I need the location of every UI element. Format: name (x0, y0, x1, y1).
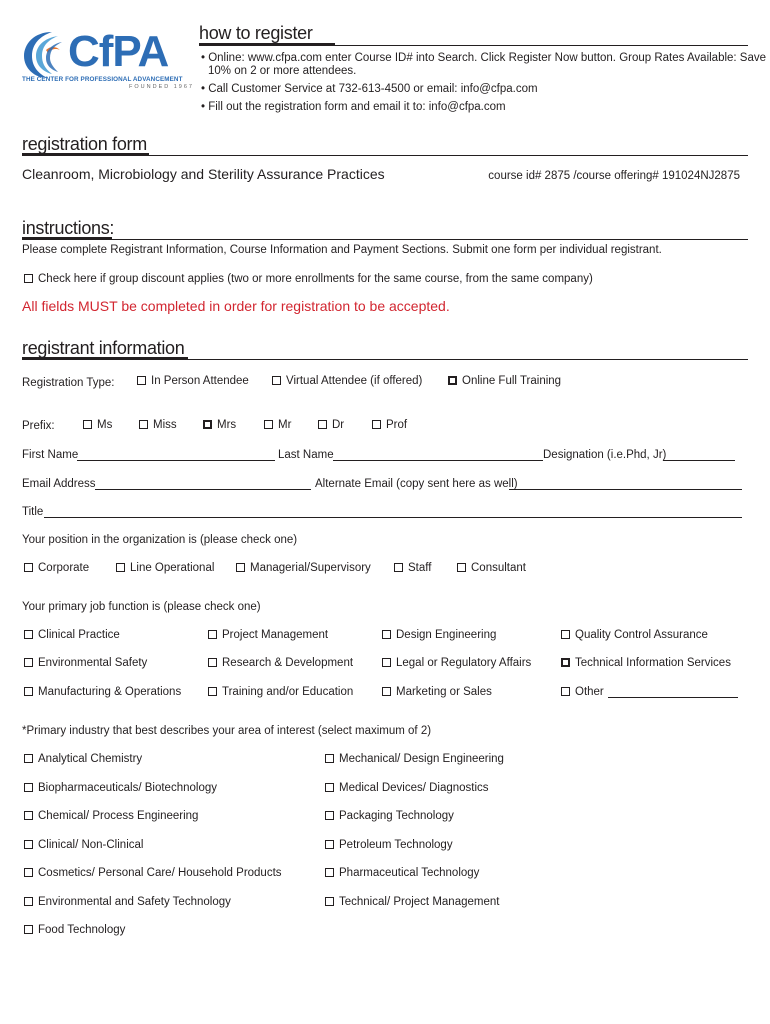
checkbox-box[interactable] (325, 868, 334, 877)
job-option-label: Other (575, 686, 604, 698)
logo-founded: FOUNDED 1967 (129, 84, 194, 90)
prefix-option-label: Ms (97, 419, 113, 431)
industry-option-label: Environmental and Safety Technology (38, 896, 231, 908)
checkbox-box[interactable] (24, 630, 33, 639)
checkbox-box[interactable] (561, 658, 570, 667)
industry-option-label: Medical Devices/ Diagnostics (339, 782, 489, 794)
checkbox-box[interactable] (325, 897, 334, 906)
checkbox-box[interactable] (24, 840, 33, 849)
position-question: Your position in the organization is (please check one) (22, 534, 298, 546)
prefix-mrs[interactable] (203, 418, 236, 432)
job-option-label: Technical Information Services (575, 657, 731, 669)
first-name-label: First Name (22, 449, 79, 461)
checkbox-box[interactable] (137, 376, 146, 385)
job-other-field[interactable] (608, 697, 738, 698)
group-discount-label: Check here if group discount applies (two or more enrollments for the same course, from the same company) (38, 273, 593, 285)
prefix-ms[interactable] (83, 418, 112, 432)
register-bullet-online-cont: 10% on 2 or more attendees. (208, 65, 357, 77)
checkbox-box[interactable] (24, 897, 33, 906)
industry-technical-project[interactable] (325, 895, 499, 909)
prefix-option-label: Mrs (217, 419, 237, 431)
prefix-miss[interactable] (139, 418, 177, 432)
title-field[interactable] (44, 517, 742, 518)
first-name-field[interactable] (77, 460, 275, 461)
checkbox-box[interactable] (318, 420, 327, 429)
designation-label: Designation (i.e.Phd, Jr) (543, 449, 667, 461)
checkbox-box[interactable] (264, 420, 273, 429)
prefix-dr[interactable] (318, 418, 344, 432)
industry-option-label: Cosmetics/ Personal Care/ Household Products (38, 867, 282, 879)
course-ids: course id# 2875 /course offering# 191024NJ2875 (488, 170, 740, 182)
registrant-rule-thick (22, 357, 188, 359)
job-function-question: Your primary job function is (please check one) (22, 601, 261, 613)
required-fields-warning: All fields MUST be completed in order for registration to be accepted. (22, 298, 450, 314)
position-option-label: Managerial/Supervisory (250, 562, 371, 574)
industry-option-label: Food Technology (38, 924, 126, 936)
registration-form-rule-thick (22, 153, 149, 155)
register-bullet-online: • Online: www.cfpa.com enter Course ID# into Search. Click Register Now button. Group Rates Available: Save (201, 52, 767, 64)
checkbox-box[interactable] (448, 376, 457, 385)
checkbox-box[interactable] (24, 754, 33, 763)
email-label: Email Address (22, 478, 96, 490)
industry-option-label: Pharmaceutical Technology (339, 867, 480, 879)
position-option-label: Line Operational (130, 562, 215, 574)
job-option-label: Training and/or Education (222, 686, 354, 698)
reg-type-label: Virtual Attendee (if offered) (286, 375, 423, 387)
industry-option-label: Mechanical/ Design Engineering (339, 753, 504, 765)
registrant-rule (22, 359, 748, 360)
industry-option-label: Clinical/ Non-Clinical (38, 839, 144, 851)
job-training[interactable] (208, 685, 353, 699)
job-option-label: Quality Control Assurance (575, 629, 708, 641)
cfpa-logo (22, 26, 194, 96)
group-discount-checkbox[interactable] (24, 272, 593, 286)
checkbox-box[interactable] (208, 630, 217, 639)
checkbox-box[interactable] (139, 420, 148, 429)
checkbox-box[interactable] (325, 783, 334, 792)
logo-wordmark: CfPA (68, 27, 169, 76)
register-bullet-phone: • Call Customer Service at 732-613-4500 or email: info@cfpa.com (201, 83, 538, 95)
alt-email-field[interactable] (509, 489, 742, 490)
checkbox-box[interactable] (382, 658, 391, 667)
job-legal-regulatory[interactable] (382, 656, 531, 670)
job-clinical-practice[interactable] (24, 628, 120, 642)
job-quality-control[interactable] (561, 628, 708, 642)
job-option-label: Research & Development (222, 657, 354, 669)
how-to-register-rule (199, 45, 748, 46)
last-name-field[interactable] (333, 460, 543, 461)
checkbox-box[interactable] (24, 687, 33, 696)
job-option-label: Environmental Safety (38, 657, 148, 669)
position-line-operational[interactable] (116, 561, 214, 575)
checkbox-box[interactable] (24, 811, 33, 820)
checkbox-box[interactable] (272, 376, 281, 385)
how-to-register-rule-thick (199, 43, 335, 45)
checkbox-box[interactable] (24, 563, 33, 572)
alt-email-label: Alternate Email (copy sent here as well) (315, 478, 518, 490)
checkbox-box[interactable] (382, 630, 391, 639)
industry-option-label: Petroleum Technology (339, 839, 453, 851)
job-option-label: Marketing or Sales (396, 686, 492, 698)
email-field[interactable] (95, 489, 311, 490)
checkbox-box[interactable] (325, 840, 334, 849)
job-marketing[interactable] (382, 685, 492, 699)
reg-type-label: Online Full Training (462, 375, 562, 387)
title-label: Title (22, 506, 44, 518)
industry-packaging[interactable] (325, 809, 454, 823)
industry-food[interactable] (24, 923, 125, 937)
checkbox-box[interactable] (394, 563, 403, 572)
logo-swoosh-icon (22, 28, 70, 80)
industry-option-label: Biopharmaceuticals/ Biotechnology (38, 782, 217, 794)
registration-form-rule (22, 155, 748, 156)
reg-type-in-person[interactable] (137, 374, 249, 388)
job-research-development[interactable] (208, 656, 353, 670)
designation-field[interactable] (663, 460, 735, 461)
checkbox-box[interactable] (208, 687, 217, 696)
reg-type-label: In Person Attendee (151, 375, 249, 387)
job-project-management[interactable] (208, 628, 328, 642)
reg-type-online[interactable] (448, 374, 561, 388)
industry-option-label: Analytical Chemistry (38, 753, 143, 765)
checkbox-box[interactable] (24, 783, 33, 792)
checkbox-box[interactable] (561, 630, 570, 639)
position-managerial[interactable] (236, 561, 371, 575)
checkbox-box[interactable] (203, 420, 212, 429)
job-environmental-safety[interactable] (24, 656, 147, 670)
prefix-label: Prefix: (22, 420, 55, 432)
course-name: Cleanroom, Microbiology and Sterility Assurance Practices (22, 166, 385, 182)
checkbox-box[interactable] (24, 274, 33, 283)
checkbox-box[interactable] (325, 811, 334, 820)
job-technical-information[interactable] (561, 656, 731, 670)
logo-tagline: THE CENTER FOR PROFESSIONAL ADVANCEMENT (22, 76, 183, 83)
industry-option-label: Packaging Technology (339, 810, 454, 822)
how-to-register-title: how to register (199, 23, 313, 43)
prefix-option-label: Miss (153, 419, 177, 431)
prefix-mr[interactable] (264, 418, 291, 432)
industry-option-label: Chemical/ Process Engineering (38, 810, 199, 822)
job-other[interactable] (561, 685, 604, 699)
checkbox-box[interactable] (236, 563, 245, 572)
instructions-title: instructions: (22, 218, 115, 238)
prefix-option-label: Mr (278, 419, 292, 431)
checkbox-box[interactable] (116, 563, 125, 572)
checkbox-box[interactable] (561, 687, 570, 696)
checkbox-box[interactable] (457, 563, 466, 572)
register-bullet-email: • Fill out the registration form and email it to: info@cfpa.com (201, 101, 506, 113)
position-corporate[interactable] (24, 561, 89, 575)
job-option-label: Legal or Regulatory Affairs (396, 657, 532, 669)
industry-environmental[interactable] (24, 895, 231, 909)
checkbox-box[interactable] (24, 925, 33, 934)
prefix-prof[interactable] (372, 418, 407, 432)
registration-form-title: registration form (22, 134, 147, 154)
position-staff[interactable] (394, 561, 431, 575)
job-manufacturing[interactable] (24, 685, 181, 699)
position-option-label: Staff (408, 562, 432, 574)
industry-biopharma[interactable] (24, 781, 217, 795)
industry-cosmetics[interactable] (24, 866, 282, 880)
position-option-label: Consultant (471, 562, 526, 574)
industry-medical-devices[interactable] (325, 781, 489, 795)
prefix-option-label: Dr (332, 419, 345, 431)
position-consultant[interactable] (457, 561, 526, 575)
instructions-rule-thick (22, 237, 112, 239)
last-name-label: Last Name (278, 449, 334, 461)
checkbox-box[interactable] (83, 420, 92, 429)
job-option-label: Project Management (222, 629, 329, 641)
job-design-engineering[interactable] (382, 628, 496, 642)
instructions-rule (22, 239, 748, 240)
job-option-label: Clinical Practice (38, 629, 120, 641)
prefix-option-label: Prof (386, 419, 408, 431)
job-option-label: Design Engineering (396, 629, 497, 641)
checkbox-box[interactable] (372, 420, 381, 429)
industry-clinical[interactable] (24, 838, 143, 852)
industry-petroleum[interactable] (325, 838, 453, 852)
job-option-label: Manufacturing & Operations (38, 686, 182, 698)
checkbox-box[interactable] (325, 754, 334, 763)
checkbox-box[interactable] (382, 687, 391, 696)
industry-analytical-chemistry[interactable] (24, 752, 142, 766)
checkbox-box[interactable] (24, 868, 33, 877)
industry-mechanical[interactable] (325, 752, 504, 766)
industry-option-label: Technical/ Project Management (339, 896, 500, 908)
checkbox-box[interactable] (208, 658, 217, 667)
instructions-text: Please complete Registrant Information, Course Information and Payment Sections. Submit one form per individual registrant. (22, 244, 662, 256)
industry-question: *Primary industry that best describes your area of interest (select maximum of 2) (22, 725, 432, 737)
industry-chemical[interactable] (24, 809, 198, 823)
industry-pharmaceutical[interactable] (325, 866, 479, 880)
position-option-label: Corporate (38, 562, 90, 574)
checkbox-box[interactable] (24, 658, 33, 667)
registrant-title: registrant information (22, 338, 185, 358)
registration-type-label: Registration Type: (22, 377, 115, 389)
reg-type-virtual[interactable] (272, 374, 422, 388)
